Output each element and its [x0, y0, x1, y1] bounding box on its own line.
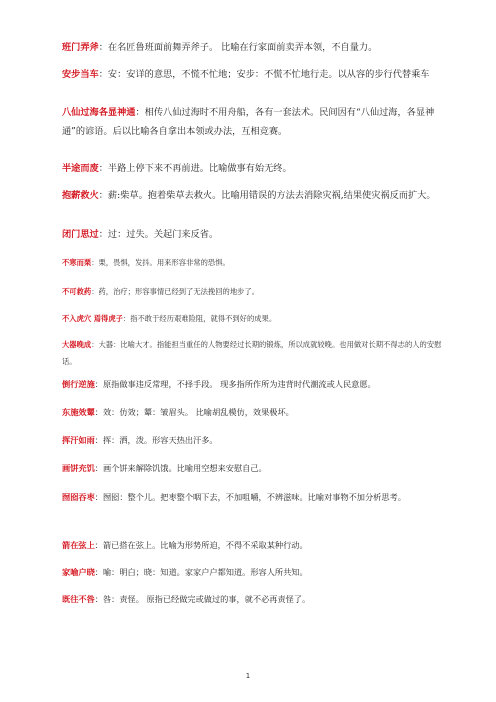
idiom-term: 画饼充饥	[62, 463, 95, 473]
entry-bu-ru-hu-xue	[62, 311, 448, 328]
idiom-term: 抱薪救火	[62, 190, 99, 201]
idiom-term: 囫囵吞枣	[62, 492, 95, 502]
entry-hua-bing-chong-ji	[62, 459, 448, 477]
idiom-definition: ：咎：责怪。 原指已经做完或做过的事，就不必再责怪了。	[94, 594, 311, 604]
idiom-definition: ：箭已搭在弦上。比喻为形势所迫，不得不采取某种行动。	[94, 540, 308, 550]
entry-bu-ke-jiu-yao	[62, 284, 448, 301]
entry-an-bu-dang-che	[62, 66, 448, 85]
idiom-term: 八仙过海各显神通	[62, 107, 136, 118]
entry-dao-xing-ni-shi	[62, 375, 448, 393]
idiom-definition: ：半路上停下来不再前进。比喻做事有始无终。	[98, 163, 292, 174]
idiom-term: 不可救药	[62, 287, 92, 296]
idiom-definition: ：喻：明白；晓：知道。家家户户都知道。形容人所共知。	[94, 567, 308, 577]
entry-ban-men-nong-fu	[62, 39, 448, 58]
entry-ba-xian-guo-hai	[62, 104, 448, 141]
entry-hu-lun-tun-zao	[62, 488, 448, 506]
entry-da-qi-wan-cheng	[62, 337, 448, 370]
idiom-definition: ：相传八仙过海时不用舟船，各有一套法术。民间因有“八仙过海，各显神通”的谚语。后以比喻各自拿出本领或办法，互相竞赛。	[62, 107, 435, 137]
idiom-definition: ：挥：洒，泼。形容天热出汗多。	[94, 435, 218, 445]
idiom-definition: ：薪:柴草。抱着柴草去救火。比喻用错误的方法去消除灾祸,结果使灾祸反而扩大。	[98, 190, 436, 201]
idiom-definition: ：画个饼来解除饥饿。比喻用空想来安慰自己。	[94, 463, 267, 473]
entry-bi-men-si-guo	[62, 226, 448, 245]
idiom-term: 既往不咎	[62, 594, 95, 604]
idiom-definition: ：安：安详的意思，不慌不忙地；安步：不慌不忙地行走。以从容的步行代替乘车	[98, 69, 430, 80]
idiom-definition: ：栗，畏惧，发抖。用来形容非常的恐惧。	[91, 258, 230, 267]
idiom-definition: ：药，治疗；形容事情已经到了无法挽回的地步了。	[91, 287, 260, 296]
entry-jian-zai-xian-shang	[62, 536, 448, 554]
entry-bao-xin-jiu-huo	[62, 187, 448, 206]
idiom-term: 班门弄斧	[62, 42, 99, 53]
idiom-term: 箭在弦上	[62, 540, 95, 550]
entry-ban-tu-er-fei	[62, 160, 448, 179]
entry-hui-han-ru-yu	[62, 431, 448, 449]
entry-ji-wang-bu-jiu	[62, 590, 448, 608]
idiom-term: 不寒而栗	[62, 258, 92, 267]
idiom-term: 安步当车	[62, 69, 99, 80]
idiom-term: 不入虎穴 焉得虎子	[62, 314, 123, 323]
idiom-definition: ：在名匠鲁班面前舞弄斧子。 比喻在行家面前卖弄本领，不自量力。	[98, 42, 378, 53]
idiom-term: 挥汗如雨	[62, 435, 95, 445]
idiom-term: 闭门思过	[62, 229, 99, 240]
idiom-definition: ：效：仿效；颦：皱眉头。 比喻胡乱模仿，效果极坏。	[94, 407, 294, 417]
idiom-definition: ：过：过失。关起门来反省。	[98, 229, 219, 240]
idiom-definition: ：原指做事违反常理，不择手段。 现多指所作所为违背时代潮流或人民意愿。	[94, 379, 376, 389]
page-number: 1	[245, 672, 251, 680]
entry-dong-shi-xiao-pin	[62, 403, 448, 421]
idiom-definition: ：囫囵：整个儿。把枣整个咽下去，不加咀嚼，不辨滋味。比喻对事物不加分析思考。	[94, 492, 406, 502]
idiom-term: 倒行逆施	[62, 379, 95, 389]
idiom-term: 东施效颦	[62, 407, 95, 417]
entry-jia-yu-hu-xiao	[62, 563, 448, 581]
idiom-term: 大器晚成	[62, 340, 92, 349]
idiom-term: 半途而废	[62, 163, 99, 174]
idiom-definition: ：指不敢于经历艰难险阻，就得不到好的成果。	[122, 314, 277, 323]
idiom-term: 家喻户晓	[62, 567, 95, 577]
entry-bu-han-er-li	[62, 255, 448, 272]
idiom-definition: ：大器：比喻大才。指能担当重任的人物要经过长期的锻炼，所以成就较晚。也用做对长期不得志的人的安慰话。	[62, 340, 442, 366]
